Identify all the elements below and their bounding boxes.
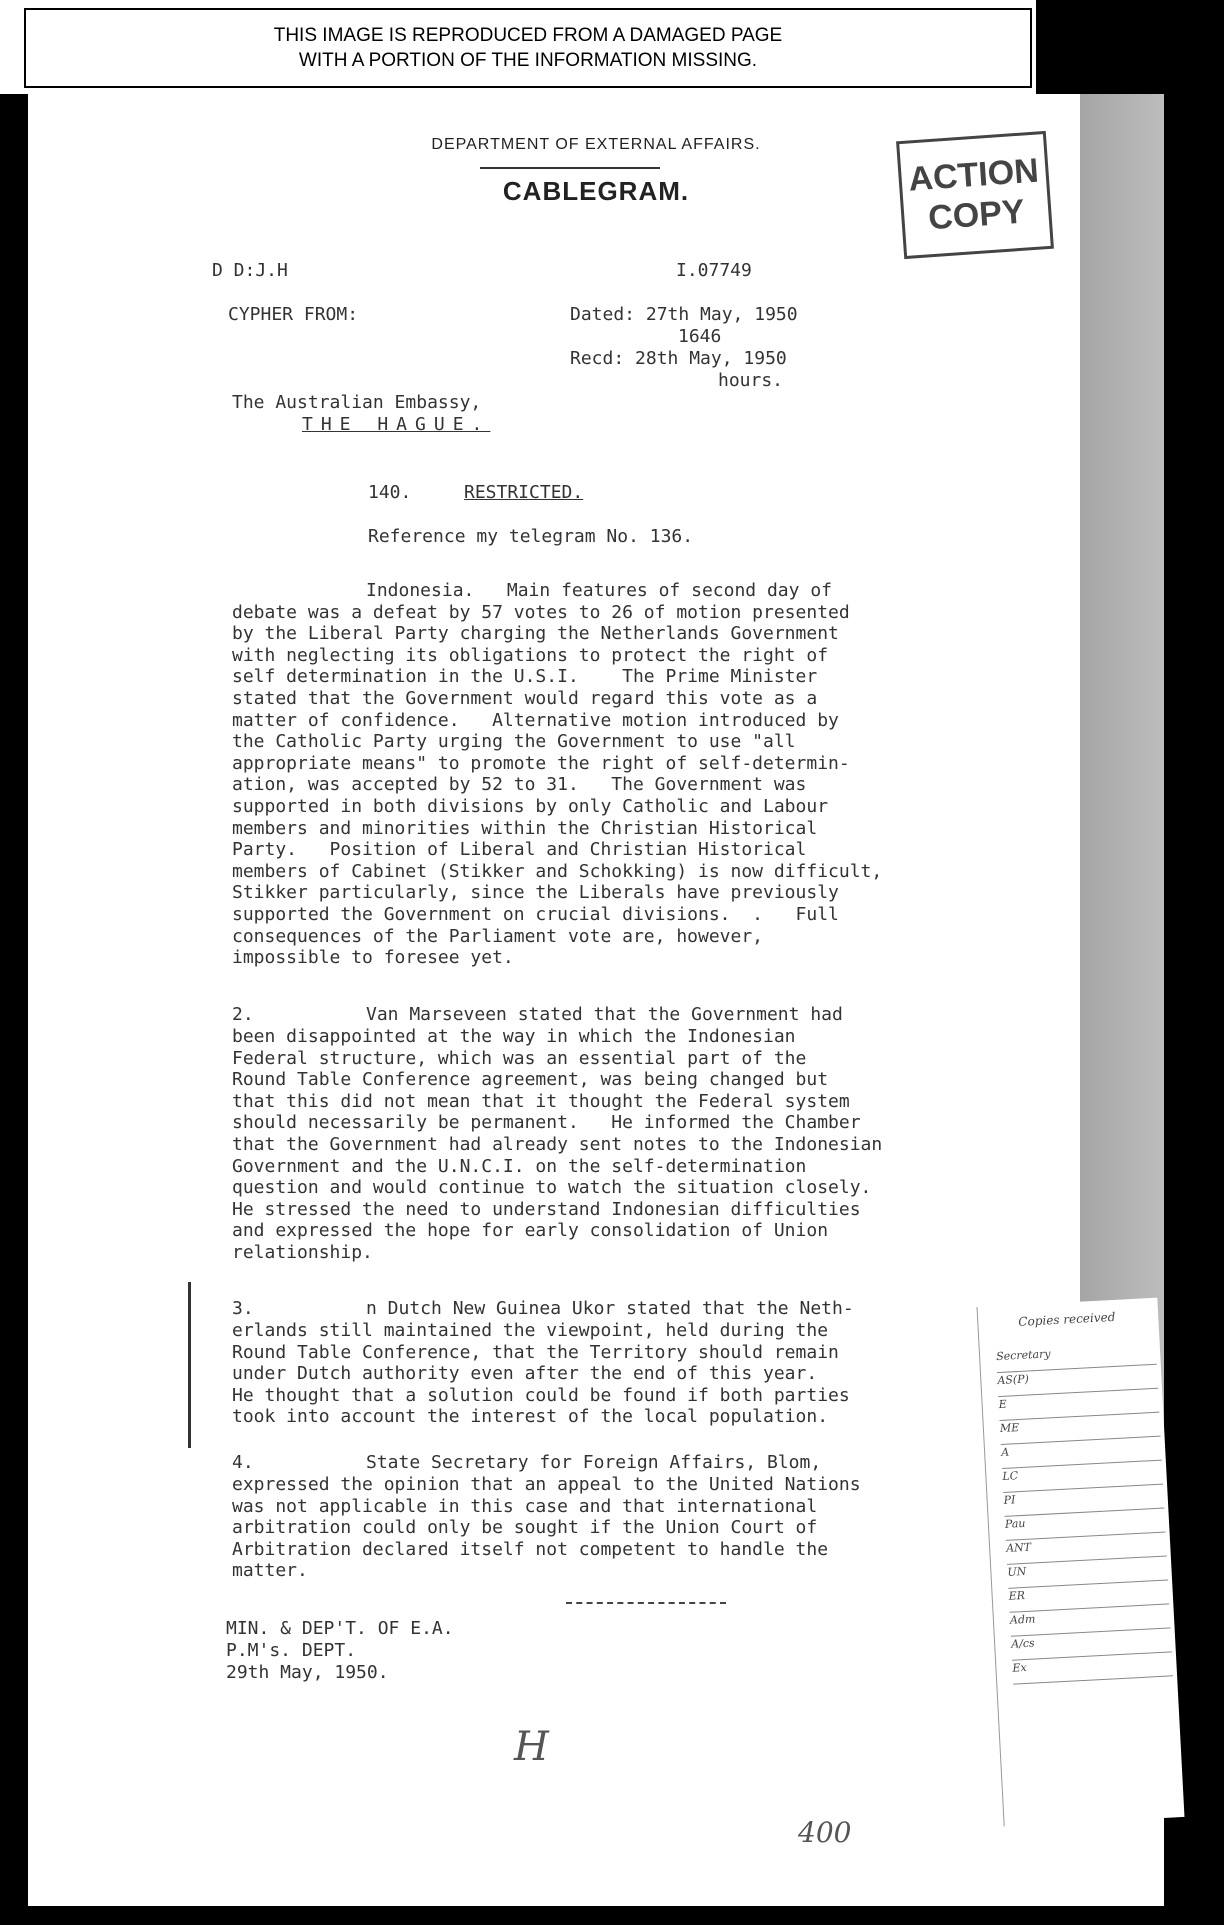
copies-card-row: LC (1002, 1462, 1163, 1493)
sender-line-2: THE HAGUE. (302, 414, 491, 435)
distribution-line-1: MIN. & DEP'T. OF E.A. (226, 1618, 454, 1639)
paragraph-3-first-line: n Dutch New Guinea Ukor stated that the Neth- (366, 1298, 854, 1319)
paragraph-3: erlands still maintained the viewpoint, held during the Round Table Conference, that the Territory should remain under Dutch authority even after the end of this year. He thought that a solution could be found if both parties took into account the interest of the local population. (232, 1320, 850, 1428)
copies-card-row: PI (1003, 1486, 1164, 1517)
copies-received-card (977, 1298, 1185, 1827)
paragraph-2-number: 2. (232, 1004, 254, 1025)
copies-card-row: A/cs (1011, 1629, 1172, 1660)
copies-card-heading: Copies received (1017, 1309, 1116, 1329)
paragraph-2: been disappointed at the way in which the Indonesian Federal structure, which was an essential part of the Round Table Conference agreement, was being changed but that this did not mean that it thought the Federal system should necessarily be permanent. He informed the Chamber that the Government had already sent notes to the Indonesian Government and the U.N.C.I. on the self-determination question and would continue to watch the situation closely. He stressed the need to understand Indonesian difficulties and expressed the hope for early consolidation of Union relationship. (232, 1026, 883, 1263)
damaged-page-notice (24, 8, 1032, 88)
copies-card-row: Adm (1010, 1605, 1171, 1636)
copies-card-row: E (998, 1390, 1159, 1421)
copies-card-row: Ex (1012, 1653, 1173, 1684)
copies-card-row: ANT (1006, 1534, 1167, 1565)
department-heading: DEPARTMENT OF EXTERNAL AFFAIRS. (431, 136, 761, 153)
copies-card-row: ER (1008, 1581, 1169, 1612)
dated-line: Dated: 27th May, 1950 (570, 304, 798, 325)
action-copy-stamp (896, 131, 1054, 259)
reference-line: Reference my telegram No. 136. (368, 526, 694, 547)
heading-rule (480, 167, 660, 169)
handwritten-number: 400 (798, 1816, 852, 1849)
document-title: CABLEGRAM. (502, 176, 690, 206)
dated-time: 1646 (678, 326, 722, 347)
copies-card-row: Secretary (996, 1342, 1157, 1373)
copies-card-row: A (1001, 1438, 1162, 1469)
copies-card-row: ME (1000, 1414, 1161, 1445)
reference-code: D D:J.H (212, 260, 288, 281)
paragraph-3-number: 3. (232, 1298, 254, 1319)
handwritten-initials: H (514, 1724, 549, 1770)
classification: RESTRICTED. (464, 482, 584, 503)
paragraph-4: expressed the opinion that an appeal to the United Nations was not applicable in this case and that international arbitration could only be sought if the Union Court of Arbitration declared itself not competent to handle the matter. (232, 1474, 861, 1582)
paragraph-2-first-line: Van Marseveen stated that the Government had (366, 1004, 843, 1025)
copies-card-row: Pau (1005, 1510, 1166, 1541)
notice-line-2: WITH A PORTION OF THE INFORMATION MISSING. (298, 50, 758, 71)
paragraph-4-first-line: State Secretary for Foreign Affairs, Blom, (366, 1452, 822, 1473)
received-time: hours. (718, 370, 784, 391)
page-edge-shadow (1080, 94, 1164, 1504)
copies-card-row: UN (1007, 1557, 1168, 1588)
paragraph-1: Indonesia. Main features of second day of debate was a defeat by 57 votes to 26 of motion presented by the Liberal Party charging the Netherlands Government with neglecting its obligations to protect the right of self determination in the U.S.I. The Prime Minister stated that the Government would regard this vote as a matter of confidence. Alternative motion introduced by the Catholic Party urging the Government to use "all appropriate means" to promote the right of self-determin- ation, was accepted by 52 to 31. The Government was supported in both divisions by only Catholic and Labour members and minorities within the Christian Historical Party. Position of Liberal and Christian Historical members of Cabinet (Stikker and Schokking) is now difficult, Stikker particularly, since the Liberals have previously supported the Government on crucial divisions. . Full consequences of the Parliament vote are, however, impossible to foresee yet. (232, 580, 883, 969)
cypher-from-label: CYPHER FROM: (228, 304, 359, 325)
distribution-date: 29th May, 1950. (226, 1662, 389, 1683)
stamp-line-1: ACTION (907, 151, 1040, 199)
message-number: 140. (368, 482, 412, 503)
received-line: Recd: 28th May, 1950 (570, 348, 787, 369)
distribution-line-2: P.M's. DEPT. (226, 1640, 357, 1661)
margin-mark (188, 1282, 191, 1448)
copies-card-row: AS(P) (997, 1366, 1158, 1397)
cable-number: I.07749 (676, 260, 752, 281)
stamp-line-2: COPY (926, 192, 1026, 238)
notice-line-1: THIS IMAGE IS REPRODUCED FROM A DAMAGED PAGE (273, 25, 783, 46)
separator-rule (566, 1602, 726, 1604)
sender-line-1: The Australian Embassy, (232, 392, 482, 413)
paragraph-4-number: 4. (232, 1452, 254, 1473)
